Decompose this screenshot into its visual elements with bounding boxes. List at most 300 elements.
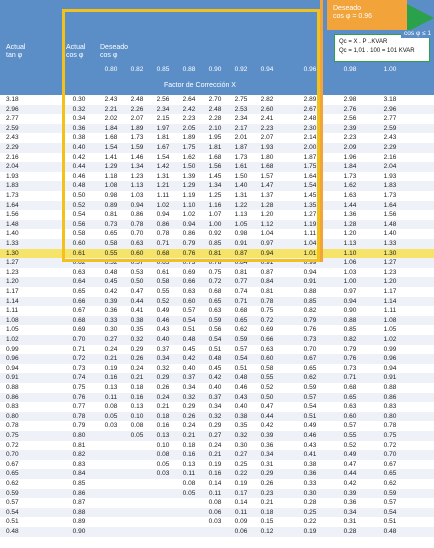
- factor-cell: 2.26: [130, 105, 144, 113]
- cos-cell: 0.58: [72, 230, 86, 238]
- table-row: [0, 306, 434, 316]
- cos-cell: 0.88: [72, 508, 86, 516]
- tan-cell: 0.72: [6, 441, 19, 449]
- factor-cell: 0.47: [343, 460, 357, 468]
- tan-cell: 1.30: [6, 249, 19, 257]
- factor-cell: 1.73: [383, 192, 397, 199]
- factor-cell: 0.71: [156, 240, 170, 247]
- factor-cell: 0.68: [234, 307, 248, 315]
- factor-cell: 0.37: [182, 374, 196, 382]
- factor-cell: 0.94: [383, 364, 397, 372]
- factor-cell: 0.86: [130, 211, 144, 219]
- factor-cell: 0.42: [260, 422, 274, 430]
- factor-cell: 2.60: [260, 105, 274, 113]
- factor-cell: 0.13: [130, 403, 144, 411]
- factor-cell: 0.52: [156, 297, 170, 305]
- factor-cell: 1.03: [343, 268, 357, 276]
- factor-cell: 2.00: [303, 144, 317, 151]
- factor-cell: 0.33: [303, 480, 317, 487]
- factor-cell: 1.07: [208, 211, 222, 219]
- cos-cell: 0.61: [72, 249, 86, 257]
- factor-cell: 1.62: [182, 153, 196, 161]
- factor-cell: 1.68: [260, 163, 274, 171]
- factor-cell: 0.73: [303, 336, 317, 343]
- tan-cell: 0.67: [6, 460, 19, 468]
- factor-cell: 0.32: [208, 412, 222, 420]
- table-row: [0, 402, 434, 412]
- factor-cell: 0.18: [156, 412, 170, 420]
- factor-cell: 1.28: [343, 220, 357, 228]
- factor-cell: 0.94: [156, 211, 170, 219]
- factor-cell: 0.46: [156, 316, 170, 324]
- table-row: [0, 460, 434, 470]
- factor-cell: 1.06: [343, 259, 357, 267]
- factor-cell: 1.10: [182, 201, 196, 209]
- tan-cell: 1.64: [6, 201, 19, 209]
- actual-cos-line1: Actual: [66, 44, 86, 51]
- factor-cell: 0.45: [182, 345, 196, 353]
- factor-cell: 0.94: [303, 268, 317, 276]
- factor-cell: 0.89: [104, 201, 118, 209]
- tan-cell: 3.18: [6, 96, 19, 103]
- factor-cell: 0.65: [234, 316, 248, 324]
- column-header: 0.98: [343, 66, 357, 73]
- tan-cell: 0.88: [6, 384, 19, 391]
- factor-cell: 0.62: [383, 480, 397, 487]
- factor-cell: 0.21: [182, 432, 196, 439]
- factor-cell: 0.49: [303, 422, 317, 430]
- factor-cell: 0.88: [343, 316, 357, 324]
- factor-cell: 1.00: [343, 278, 357, 286]
- factor-cell: 0.54: [182, 316, 196, 324]
- cos-cell: 0.76: [72, 393, 86, 401]
- factor-cell: 0.44: [343, 470, 357, 478]
- factor-cell: 1.20: [343, 230, 357, 238]
- factor-cell: 1.29: [182, 182, 196, 190]
- factor-subheader: [0, 80, 330, 92]
- factor-cell: 1.11: [383, 307, 397, 315]
- table-row: [0, 479, 434, 489]
- factor-cell: 0.57: [130, 259, 144, 267]
- factor-cell: 1.81: [208, 144, 222, 151]
- table-row: [0, 133, 434, 143]
- factor-cell: 0.39: [260, 432, 274, 439]
- cos-cell: 0.82: [72, 451, 86, 459]
- factor-cell: 0.30: [104, 326, 118, 334]
- tan-cell: 0.54: [6, 508, 19, 516]
- factor-cell: 0.29: [260, 470, 274, 478]
- factor-cell: 2.53: [234, 105, 248, 113]
- factor-cell: 0.38: [303, 460, 317, 468]
- factor-cell: 0.16: [104, 374, 118, 382]
- factor-cell: 2.48: [208, 105, 222, 113]
- factor-cell: 1.45: [208, 172, 222, 180]
- factor-cell: 2.23: [343, 134, 357, 142]
- factor-cell: 1.13: [343, 240, 357, 247]
- cos-cell: 0.83: [72, 460, 86, 468]
- tan-cell: 1.05: [6, 326, 19, 334]
- factor-cell: 0.53: [130, 268, 144, 276]
- table-row: [0, 181, 434, 191]
- cos-cell: 0.85: [72, 480, 86, 487]
- factor-cell: 0.51: [303, 412, 317, 420]
- cos-cell: 0.86: [72, 489, 86, 497]
- factor-cell: 0.42: [208, 374, 222, 382]
- factor-cell: 0.06: [208, 508, 222, 516]
- factor-cell: 0.65: [303, 364, 317, 372]
- table-row: [0, 172, 434, 182]
- factor-cell: 1.54: [104, 144, 118, 151]
- factor-cell: 0.71: [234, 297, 248, 305]
- factor-cell: 0.82: [343, 336, 357, 343]
- tan-cell: 1.48: [6, 220, 19, 228]
- factor-cell: 0.70: [130, 230, 144, 238]
- factor-cell: 0.47: [260, 403, 274, 411]
- factor-cell: 0.99: [303, 259, 317, 267]
- cos-cell: 0.78: [72, 412, 86, 420]
- tan-cell: 0.59: [6, 489, 19, 497]
- tan-cell: 2.16: [6, 153, 19, 161]
- cos-cell: 0.72: [72, 355, 86, 363]
- factor-cell: 2.67: [303, 105, 317, 113]
- factor-cell: 0.51: [182, 326, 196, 334]
- factor-cell: 0.40: [208, 384, 222, 391]
- factor-cell: 1.93: [260, 144, 274, 151]
- factor-cell: 0.81: [208, 249, 222, 257]
- tan-cell: 1.17: [6, 288, 19, 295]
- table-row: [0, 191, 434, 201]
- factor-cell: 0.69: [260, 326, 274, 334]
- factor-cell: 0.16: [182, 451, 196, 459]
- tan-cell: 0.91: [6, 374, 19, 382]
- table-row: [0, 412, 434, 422]
- factor-cell: 0.79: [182, 240, 196, 247]
- factor-cell: 0.36: [260, 441, 274, 449]
- factor-cell: 0.65: [156, 259, 170, 267]
- factor-cell: 0.87: [234, 249, 248, 257]
- cos-cell: 0.36: [72, 124, 86, 132]
- table-row: [0, 489, 434, 499]
- factor-cell: 0.59: [383, 489, 397, 497]
- factor-cell: 1.23: [130, 172, 144, 180]
- factor-cell: 0.26: [156, 384, 170, 391]
- factor-cell: 2.89: [303, 96, 317, 103]
- factor-cell: 2.43: [383, 134, 397, 142]
- table-row: [0, 297, 434, 307]
- factor-cell: 0.24: [182, 422, 196, 430]
- factor-cell: 0.10: [156, 441, 170, 449]
- factor-cell: 2.96: [383, 105, 397, 113]
- factor-cell: 0.09: [234, 518, 248, 526]
- tan-cell: 1.08: [6, 316, 19, 324]
- factor-cell: 0.79: [303, 316, 317, 324]
- factor-cell: 0.68: [343, 384, 357, 391]
- tan-cell: 0.75: [6, 432, 19, 439]
- table-row: [0, 201, 434, 211]
- cos-cell: 0.89: [72, 518, 86, 526]
- factor-cell: 0.21: [208, 451, 222, 459]
- factor-cell: 0.72: [260, 316, 274, 324]
- factor-cell: 0.16: [130, 393, 144, 401]
- factor-cell: 0.58: [260, 364, 274, 372]
- factor-cell: 0.16: [208, 470, 222, 478]
- factor-cell: 0.26: [182, 412, 196, 420]
- factor-cell: 0.13: [182, 460, 196, 468]
- cos-cell: 0.64: [72, 278, 86, 286]
- factor-cell: 0.11: [104, 393, 118, 401]
- factor-cell: 2.48: [130, 96, 144, 103]
- factor-cell: 0.86: [182, 230, 196, 238]
- factor-cell: 1.23: [383, 268, 397, 276]
- factor-cell: 0.78: [260, 297, 274, 305]
- factor-cell: 0.81: [260, 288, 274, 295]
- factor-cell: 0.84: [234, 259, 248, 267]
- factor-cell: 0.68: [208, 288, 222, 295]
- factor-cell: 0.37: [208, 393, 222, 401]
- factor-cell: 1.19: [182, 192, 196, 199]
- cos-cell: 0.52: [72, 201, 86, 209]
- factor-cell: 1.11: [156, 192, 170, 199]
- tan-cell: 0.62: [6, 480, 19, 487]
- factor-cell: 0.26: [260, 480, 274, 487]
- factor-cell: 0.51: [208, 345, 222, 353]
- factor-cell: 0.30: [303, 489, 317, 497]
- factor-cell: 1.02: [156, 201, 170, 209]
- factor-cell: 2.42: [182, 105, 196, 113]
- factor-cell: 0.94: [260, 249, 274, 257]
- factor-cell: 1.56: [383, 211, 397, 219]
- table-row: [0, 287, 434, 297]
- factor-cell: 1.36: [343, 211, 357, 219]
- factor-cell: 0.29: [208, 422, 222, 430]
- table-row: [0, 162, 434, 172]
- factor-cell: 0.38: [234, 412, 248, 420]
- factor-cell: 2.28: [208, 115, 222, 123]
- cos-cell: 0.77: [72, 403, 86, 411]
- factor-cell: 2.23: [260, 124, 274, 132]
- factor-cell: 1.31: [156, 172, 170, 180]
- factor-cell: 1.44: [343, 201, 357, 209]
- factor-cell: 1.08: [383, 316, 397, 324]
- factor-cell: 1.97: [156, 124, 170, 132]
- desired-096-line1: Deseado: [333, 5, 362, 12]
- tan-cell: 1.83: [6, 182, 19, 190]
- table-row: [0, 316, 434, 326]
- table-row: [0, 249, 434, 259]
- factor-cell: 0.43: [156, 326, 170, 334]
- factor-cell: 0.24: [208, 441, 222, 449]
- factor-cell: 0.34: [182, 384, 196, 391]
- desired-cos-header: [100, 44, 128, 60]
- factor-cell: 1.63: [343, 192, 357, 199]
- factor-cell: 0.19: [234, 480, 248, 487]
- tan-cell: 1.23: [6, 268, 19, 276]
- factor-cell: 0.72: [208, 278, 222, 286]
- factor-cell: 0.60: [130, 249, 144, 257]
- tan-cell: 1.20: [6, 278, 19, 286]
- factor-cell: 0.23: [260, 489, 274, 497]
- factor-cell: 0.27: [208, 432, 222, 439]
- table-row: [0, 325, 434, 335]
- factor-cell: 2.76: [343, 105, 357, 113]
- factor-cell: 1.19: [303, 220, 317, 228]
- cos-cell: 0.87: [72, 499, 86, 507]
- factor-cell: 0.32: [182, 393, 196, 401]
- factor-cell: 0.60: [343, 412, 357, 420]
- cos-cell: 0.30: [72, 96, 86, 103]
- factor-cell: 0.05: [182, 489, 196, 497]
- factor-cell: 1.62: [343, 182, 357, 190]
- factor-cell: 0.35: [234, 422, 248, 430]
- factor-cell: 0.86: [156, 220, 170, 228]
- cos-cell: 0.42: [72, 153, 86, 161]
- tan-cell: 0.48: [6, 528, 19, 535]
- factor-cell: 1.35: [303, 201, 317, 209]
- factor-cell: 0.87: [260, 268, 274, 276]
- factor-cell: 0.63: [343, 403, 357, 411]
- factor-cell: 1.13: [130, 182, 144, 190]
- cos-cell: 0.38: [72, 134, 86, 142]
- factor-cell: 1.45: [303, 192, 317, 199]
- factor-cell: 1.89: [182, 134, 196, 142]
- factor-cell: 0.24: [104, 345, 118, 353]
- factor-cell: 1.10: [343, 249, 357, 257]
- factor-cell: 0.67: [383, 460, 397, 468]
- tan-cell: 0.70: [6, 451, 19, 459]
- factor-cell: 0.46: [303, 432, 317, 439]
- table-row: [0, 277, 434, 287]
- factor-cell: 0.05: [130, 432, 144, 439]
- factor-cell: 0.34: [156, 355, 170, 363]
- table-row: [0, 431, 434, 441]
- factor-cell: 0.05: [104, 412, 118, 420]
- table-row: [0, 364, 434, 374]
- factor-cell: 0.91: [303, 278, 317, 286]
- factor-cell: 2.17: [234, 124, 248, 132]
- factor-cell: 0.96: [383, 355, 397, 363]
- column-header: 0.82: [130, 66, 144, 73]
- tan-cell: 1.02: [6, 336, 19, 343]
- factor-cell: 0.21: [104, 355, 118, 363]
- tan-cell: 2.43: [6, 134, 19, 142]
- factor-cell: 0.22: [234, 470, 248, 478]
- table-row: [0, 124, 434, 134]
- factor-cell: 0.13: [156, 432, 170, 439]
- tan-cell: 2.29: [6, 144, 19, 151]
- tan-cell: 0.65: [6, 470, 19, 478]
- factor-cell: 2.30: [303, 124, 317, 132]
- factor-cell: 0.81: [104, 211, 118, 219]
- factor-cell: 0.75: [383, 432, 397, 439]
- factor-cell: 2.14: [303, 134, 317, 142]
- factor-cell: 0.65: [208, 297, 222, 305]
- factor-cell: 0.55: [156, 288, 170, 295]
- factor-cell: 0.14: [234, 499, 248, 507]
- table-row: [0, 517, 434, 527]
- cos-cell: 0.68: [72, 316, 86, 324]
- factor-cell: 0.54: [208, 336, 222, 343]
- factor-cell: 0.22: [303, 518, 317, 526]
- tan-cell: 0.94: [6, 364, 19, 372]
- factor-cell: 0.49: [156, 307, 170, 315]
- factor-cell: 0.73: [182, 259, 196, 267]
- factor-cell: 0.81: [234, 268, 248, 276]
- cos-cell: 0.71: [72, 345, 86, 353]
- factor-cell: 1.27: [383, 259, 397, 267]
- factor-cell: 0.50: [260, 393, 274, 401]
- tan-cell: 2.04: [6, 163, 19, 171]
- column-header: 0.85: [156, 66, 170, 73]
- factor-cell: 2.82: [260, 96, 274, 103]
- factor-cell: 0.47: [130, 288, 144, 295]
- tan-cell: 0.86: [6, 393, 19, 401]
- factor-cell: 0.33: [104, 316, 118, 324]
- factor-cell: 2.10: [208, 124, 222, 132]
- factor-cell: 0.57: [234, 345, 248, 353]
- factor-cell: 0.24: [130, 364, 144, 372]
- factor-cell: 0.21: [130, 374, 144, 382]
- factor-cell: 0.12: [260, 528, 274, 535]
- factor-cell: 0.97: [343, 288, 357, 295]
- factor-cell: 0.18: [260, 508, 274, 516]
- factor-cell: 0.76: [182, 249, 196, 257]
- factor-cell: 0.10: [130, 412, 144, 420]
- column-header: 0.92: [234, 66, 248, 73]
- factor-cell: 0.65: [104, 230, 118, 238]
- factor-cell: 2.21: [104, 105, 118, 113]
- tan-cell: 1.56: [6, 211, 19, 219]
- tan-cell: 1.14: [6, 297, 19, 305]
- table-row: [0, 354, 434, 364]
- factor-cell: 0.39: [104, 297, 118, 305]
- cos-cell: 0.34: [72, 115, 86, 123]
- factor-cell: 0.03: [208, 518, 222, 526]
- factor-cell: 1.16: [208, 201, 222, 209]
- factor-cell: 0.91: [383, 374, 397, 382]
- factor-cell: 0.36: [343, 499, 357, 507]
- factor-cell: 1.40: [383, 230, 397, 238]
- table-row: [0, 143, 434, 153]
- tan-cell: 0.78: [6, 422, 19, 430]
- green-arrow-icon: [407, 4, 434, 32]
- factor-cell: 0.56: [208, 326, 222, 334]
- tan-cell: 0.57: [6, 499, 19, 507]
- factor-cell: 1.20: [260, 211, 274, 219]
- factor-cell: 0.37: [156, 345, 170, 353]
- cos-cell: 0.73: [72, 364, 86, 372]
- factor-cell: 0.31: [343, 518, 357, 526]
- factor-cell: 1.50: [182, 163, 196, 171]
- table-row: [0, 258, 434, 268]
- factor-cell: 0.85: [343, 326, 357, 334]
- factor-cell: 0.08: [182, 480, 196, 487]
- factor-cell: 0.77: [234, 278, 248, 286]
- factor-cell: 1.30: [383, 249, 397, 257]
- tan-cell: 1.33: [6, 240, 19, 247]
- factor-cell: 1.13: [234, 211, 248, 219]
- factor-cell: 1.22: [234, 201, 248, 209]
- factor-cell: 0.63: [260, 345, 274, 353]
- factor-cell: 0.73: [104, 220, 118, 228]
- factor-cell: 1.04: [260, 230, 274, 238]
- factor-cell: 0.42: [104, 288, 118, 295]
- factor-cell: 0.41: [303, 451, 317, 459]
- factor-cell: 2.04: [383, 163, 397, 171]
- factor-cell: 1.64: [383, 201, 397, 209]
- factor-cell: 0.55: [343, 432, 357, 439]
- factor-cell: 0.78: [156, 230, 170, 238]
- cos-cell: 0.69: [72, 326, 86, 334]
